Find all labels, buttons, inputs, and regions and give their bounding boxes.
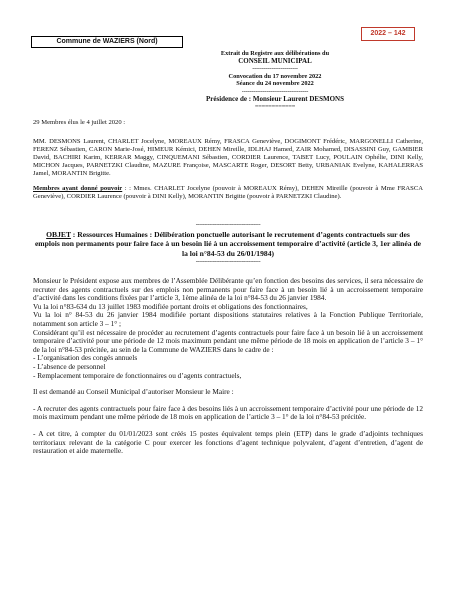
members-proxy <box>33 185 423 201</box>
seance-date: Séance du 24 novembre 2022 <box>236 80 314 88</box>
proxy-text: : : Mmes. CHARLET Jocelyne (pouvoir à MOREAUX Rémy), DEHEN Mireille (pouvoir à Mme FRASCA Geneviève), CORDIER Laurence (pouvoir à DINI Kelly), MORANTIN Brigitte (pouvoir à PARNETZKI Claudine). <box>33 185 423 200</box>
deliberation-body <box>33 277 423 456</box>
objet-separator-bottom: -------------------------------------- <box>195 258 261 265</box>
members-present: MM. DESMONS Laurent, CHARLET Jocelyne, MOREAUX Rémy, FRASCA Geneviève, DOGIMONT Frédéric, MARGONELLI Catherine, FERENZ Sébastien, CARON Marie-José, HIMEUR Kémici, DEHEN Mireille, IDLHAJ Hamed, ZAIR Mohamed, DISASSINI Guy, GAMBIER David, BACHIRI Karim, KERRAR Maggy, CINQUEMANI Sébastien, CORDIER Laurence, TABET Lucy, POULAIN Ophélie, DINI Kelly, MICHON Jacques, PARNETZKI Claudine, MAZURE Françoise, MASCARTE Roger, DESORT Betty, URBANIAK Evelyne, KAHALERRAS Jamel, MORANTIN Brigitte. <box>33 138 423 177</box>
list-item: - L’organisation des congés annuels <box>33 353 138 363</box>
extract-separator-2: ----------------------------------- <box>241 87 309 95</box>
commune-header: Commune de WAZIERS (Nord) <box>31 36 183 48</box>
objet-title <box>33 230 423 258</box>
paragraph: Il est demandé au Conseil Municipal d’autoriser Monsieur le Maire : <box>33 387 234 397</box>
paragraph: Monsieur le Président expose aux membres de l’Assemblée Délibérante qu’en fonction des besoins des services, il sera nécessaire de recruter des agents contractuels sur des emplois non permanents pour faire face à un besoin lié à un accroissement temporaire d’activité dans les conditions fixées par l’article 3, 1ème alinéa de la loi n°84-53 du 26 janvier 1984. <box>33 276 423 303</box>
members-elected: 29 Membres élus le 4 juillet 2020 : <box>33 119 126 126</box>
paragraph: - A recruter des agents contractuels pour faire face à des besoins liés à un accroissement temporaire d’activité pour une période de 12 mois maximum pendant une même période de 18 mois en application de l’article 3 – 1° de la loi n°84-53 précitée. <box>33 403 423 422</box>
extract-header <box>200 50 350 111</box>
proxy-label: Membres ayant donné pouvoir <box>33 185 123 192</box>
objet-block <box>33 221 423 267</box>
paragraph: Considérant qu’il est nécessaire de procéder au recrutement d’agents contractuels pour faire face à un besoin lié à un accroissement temporaire d’activité pour une période de 12 mois maximum pendant une même période de 18 mois en application de l’article 3 – 1° de la loi n°84-53 précitée, au sein de la Commune de WAZIERS dans le cadre de : <box>33 327 423 354</box>
paragraph: - A cet titre, à compter du 01/01/2023 sont créés 15 postes équivalent temps plein (ETP) dans le grade d’adjoints techniques territoriaux relevant de la catégorie C pour exercer les fonctions d’agent technique polyvalent, d’agent d’entretien, d’agent de restauration et aide maternelle. <box>33 428 423 456</box>
presidence: Présidence de : Monsieur Laurent DESMONS <box>206 94 344 103</box>
list-item: - L’absence de personnel <box>33 361 106 371</box>
objet-text: : Ressources Humaines : Délibération ponctuelle autorisant le recrutement d’agents contractuels sur des emplois non permanents pour faire face à un besoin lié à un accroissement temporaire d’activité (article 3, 1er alinéa de la loi n°84-53 du 26/01/1984) <box>34 230 422 258</box>
objet-label: OBJET <box>46 230 71 240</box>
paragraph: Vu la loi n°83-634 du 13 juillet 1983 modifiée portant droits et obligations des fonctionnaires, <box>33 301 308 311</box>
extract-separator-3: ============ <box>254 103 296 111</box>
extract-line1: Extrait du Registre aux délibérations du <box>220 50 330 57</box>
extract-line2: CONSEIL MUNICIPAL <box>238 56 312 65</box>
objet-separator-top: -------------------------------------- <box>195 222 261 228</box>
extract-separator-1: ------------------------ <box>252 65 298 73</box>
list-item: - Remplacement temporaire de fonctionnaires ou d’agents contractuels, <box>33 370 242 380</box>
paragraph: Vu la loi n° 84-53 du 26 janvier 1984 modifiée portant dispositions statutaires relatives à la Fonction Publique Territoriale, notamment son article 3 – 1° ; <box>33 310 423 328</box>
reference-badge: 2022 – 142 <box>361 27 415 41</box>
convocation-date: Convocation du 17 novembre 2022 <box>228 72 322 80</box>
